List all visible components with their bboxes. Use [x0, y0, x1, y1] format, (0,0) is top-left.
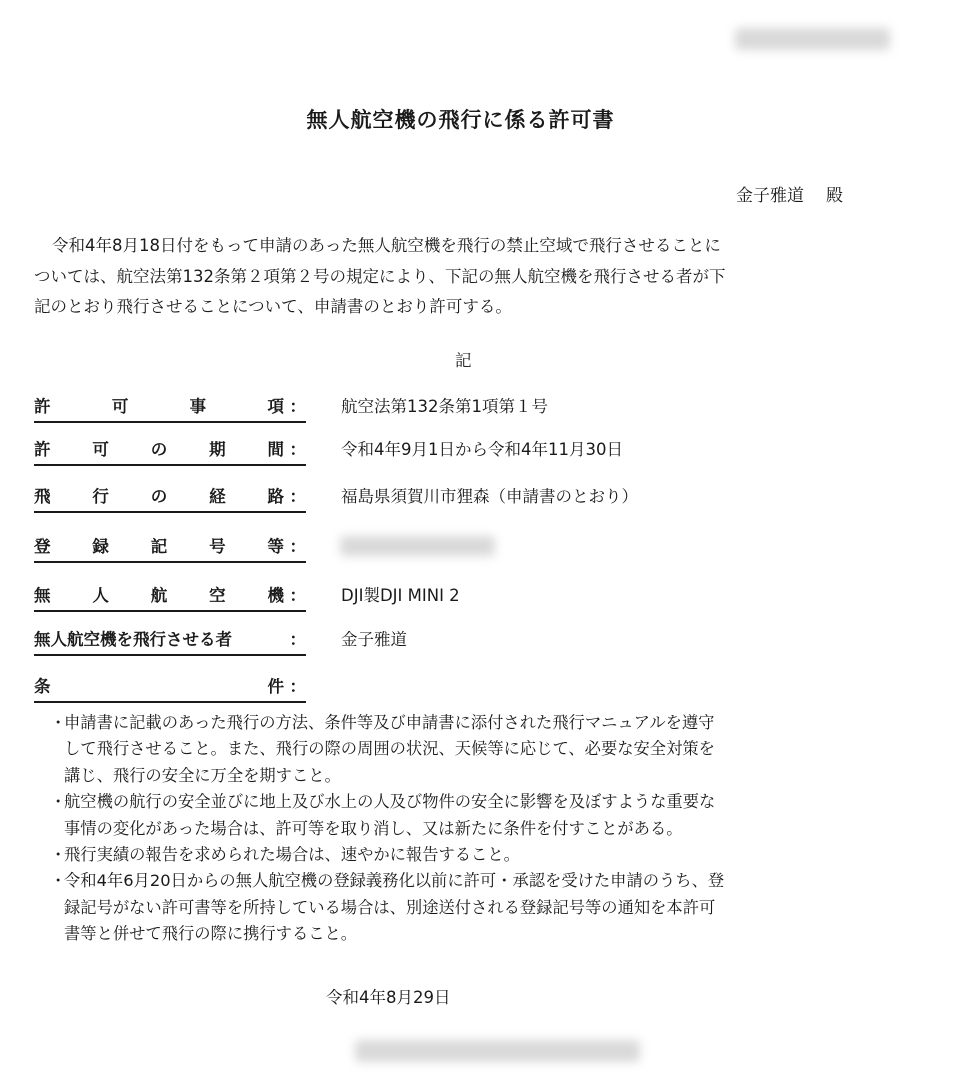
- item-label: 条件: [34, 677, 284, 696]
- item-colon: ：: [289, 487, 306, 506]
- condition-line: して飛行させること。また、飛行の際の周囲の状況、天候等に応じて、必要な安全対策を: [64, 739, 715, 759]
- addressee-name: 金子雅道: [736, 186, 804, 206]
- condition-line: 事情の変化があった場合は、許可等を取り消し、又は新たに条件を付すことがある。: [64, 818, 683, 838]
- condition-item: [50, 789, 900, 842]
- intro-paragraph: [34, 231, 894, 323]
- item-conditions-heading: [34, 675, 914, 703]
- document-title: 無人航空機の飛行に係る許可書: [306, 108, 615, 132]
- item-colon: ：: [289, 677, 306, 696]
- bullet-mark: ・: [50, 845, 67, 865]
- item-value: 令和4年9月1日から令和4年11月30日: [341, 440, 623, 459]
- condition-line: 申請書に記載のあった飛行の方法、条件等及び申請書に添付された飛行マニュアルを遵守: [64, 713, 715, 732]
- redacted-document-number: [735, 28, 890, 50]
- item-flight-route: [34, 485, 914, 513]
- condition-line: 録記号がない許可書等を所持している場合は、別途送付される登録記号等の通知を本許可: [64, 897, 716, 917]
- redacted-registration-number: [340, 536, 495, 556]
- item-label: 飛行の経路: [34, 487, 284, 506]
- intro-line: 令和4年8月18日付をもって申請のあった無人航空機を飛行の禁止空域で飛行させることに: [52, 236, 721, 255]
- item-value: DJI製DJI MINI 2: [341, 586, 460, 605]
- item-permission-matter: [34, 395, 914, 423]
- condition-line: 飛行実績の報告を求められた場合は、速やかに報告すること。: [64, 845, 520, 865]
- condition-item: [50, 842, 900, 868]
- item-label: 許可事項: [34, 397, 284, 416]
- bullet-mark: ・: [50, 713, 67, 732]
- item-colon: ：: [289, 630, 306, 649]
- condition-line: 航空機の航行の安全並びに地上及び水上の人及び物件の安全に影響を及ぼすような重要な: [64, 792, 716, 812]
- item-label: 無人航空機: [34, 586, 284, 605]
- item-label: 登録記号等: [34, 537, 284, 556]
- intro-line: ついては、航空法第132条第２項第２号の規定により、下記の無人航空機を飛行させる者が下: [34, 266, 726, 286]
- condition-line: 講じ、飛行の安全に万全を期すこと。: [64, 765, 341, 785]
- addressee: [736, 181, 843, 206]
- item-label-wrap: [34, 535, 306, 563]
- conditions-list: [50, 710, 900, 948]
- bullet-mark: ・: [50, 792, 67, 812]
- item-label-wrap: [34, 628, 306, 656]
- item-colon: ：: [289, 586, 306, 605]
- ki-heading: 記: [455, 351, 472, 370]
- item-label-wrap: [34, 584, 306, 612]
- condition-item: [50, 868, 900, 947]
- condition-line: 令和4年6月20日からの無人航空機の登録義務化以前に許可・承認を受けた申請のうち、登: [64, 871, 725, 891]
- item-value: 金子雅道: [341, 630, 407, 649]
- intro-line: 記のとおり飛行させることについて、申請書のとおり許可する。: [34, 297, 512, 316]
- item-label-wrap: [34, 438, 306, 466]
- addressee-honorific: 殿: [826, 186, 843, 206]
- item-label-wrap: [34, 395, 306, 423]
- item-permission-period: [34, 438, 914, 466]
- bullet-mark: ・: [50, 871, 67, 891]
- item-operator: [34, 628, 914, 656]
- item-value: 航空法第132条第1項第１号: [341, 397, 548, 416]
- item-colon: ：: [289, 537, 306, 556]
- redacted-issuer: [355, 1040, 640, 1062]
- item-colon: ：: [289, 397, 306, 416]
- item-aircraft: [34, 584, 914, 612]
- condition-line: 書等と併せて飛行の際に携行すること。: [64, 924, 358, 944]
- item-label-wrap: [34, 675, 306, 703]
- condition-item: [50, 710, 900, 789]
- item-label: 無人航空機を飛行させる者: [34, 630, 232, 649]
- issue-date: 令和4年8月29日: [326, 988, 451, 1007]
- item-label-wrap: [34, 485, 306, 513]
- item-colon: ：: [289, 440, 306, 459]
- item-value: 福島県須賀川市狸森（申請書のとおり）: [341, 487, 638, 506]
- item-label: 許可の期間: [34, 440, 284, 459]
